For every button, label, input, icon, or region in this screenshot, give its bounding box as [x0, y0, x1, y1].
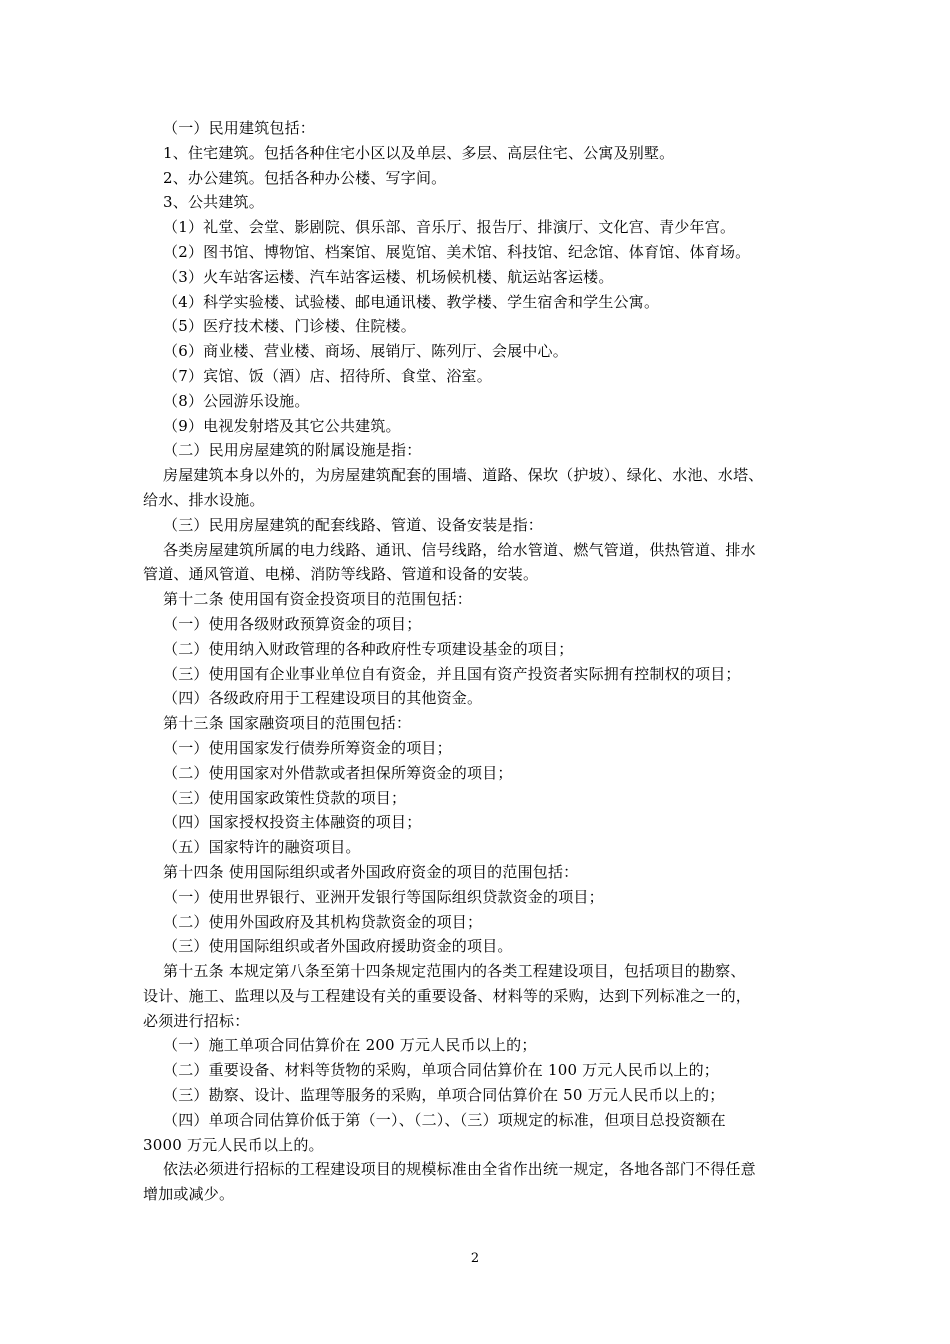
text-line: （9）电视发射塔及其它公共建筑。	[163, 416, 401, 435]
text-line: （一）使用各级财政预算资金的项目；	[163, 614, 422, 633]
text-line: （一）民用建筑包括：	[163, 119, 316, 137]
text-line: 第十三条 国家融资项目的范围包括：	[163, 714, 412, 733]
text-line: （三）民用房屋建筑的配套线路、管道、设备安装是指：	[163, 515, 544, 534]
text-line: 第十五条 本规定第八条至第十四条规定范围内的各类工程建设项目，包括项目的勘察、	[163, 962, 746, 981]
document-body	[0, 116, 950, 1207]
text-line: （一）施工单项合同估算价在 200 万元人民币以上的；	[163, 1036, 537, 1055]
text-line: （二）重要设备、材料等货物的采购，单项合同估算价在 100 万元人民币以上的；	[163, 1061, 719, 1080]
text-line: 各类房屋建筑所属的电力线路、通讯、信号线路，给水管道、燃气管道，供热管道、排水	[163, 540, 756, 559]
page-number: 2	[470, 1251, 480, 1266]
text-line: （8）公园游乐设施。	[163, 391, 310, 410]
text-line: 管道、通风管道、电梯、消防等线路、管道和设备的安装。	[143, 565, 539, 584]
text-line: 设计、施工、监理以及与工程建设有关的重要设备、材料等的采购，达到下列标准之一的，	[143, 986, 752, 1005]
text-line: （二）使用国家对外借款或者担保所筹资金的项目；	[163, 763, 513, 782]
text-line: 第十四条 使用国际组织或者外国政府资金的项目的范围包括：	[163, 862, 579, 881]
text-line: （一）使用国家发行债券所筹资金的项目；	[163, 738, 452, 757]
text-line: （6）商业楼、营业楼、商场、展销厅、陈列厅、会展中心。	[163, 342, 568, 361]
text-line: 必须进行招标：	[143, 1011, 250, 1030]
text-line: （5）医疗技术楼、门诊楼、住院楼。	[163, 317, 416, 336]
text-line: （4）科学实验楼、试验楼、邮电通讯楼、教学楼、学生宿舍和学生公寓。	[163, 292, 660, 311]
text-line: 1、住宅建筑。包括各种住宅小区以及单层、多层、高层住宅、公寓及别墅。	[163, 143, 675, 162]
text-line: 房屋建筑本身以外的，为房屋建筑配套的围墙、道路、保坎（护坡）、绿化、水池、水塔、	[163, 466, 764, 485]
text-line: 给水、排水设施。	[143, 490, 265, 509]
text-line: 依法必须进行招标的工程建设项目的规模标准由全省作出统一规定，各地各部门不得任意	[163, 1160, 756, 1179]
text-line: （三）勘察、设计、监理等服务的采购，单项合同估算价在 50 万元人民币以上的；	[163, 1086, 725, 1105]
text-line: 增加或减少。	[143, 1185, 235, 1204]
text-line: （二）使用外国政府及其机构贷款资金的项目；	[163, 912, 483, 931]
text-line: （三）使用国有企业事业单位自有资金，并且国有资产投资者实际拥有控制权的项目；	[163, 664, 741, 683]
text-line: （三）使用国家政策性贷款的项目；	[163, 788, 407, 807]
text-line: （2）图书馆、博物馆、档案馆、展览馆、美术馆、科技馆、纪念馆、体育馆、体育场。	[163, 242, 751, 261]
text-line: （五）国家特许的融资项目。	[163, 838, 361, 857]
text-line: （1）礼堂、会堂、影剧院、俱乐部、音乐厅、报告厅、排演厅、文化宫、青少年宫。	[163, 218, 736, 237]
text-line: （四）各级政府用于工程建设项目的其他资金。	[163, 689, 483, 708]
text-line: （7）宾馆、饭（酒）店、招待所、食堂、浴室。	[163, 366, 492, 385]
text-line: （一）使用世界银行、亚洲开发银行等国际组织贷款资金的项目；	[163, 887, 604, 906]
text-line: （四）单项合同估算价低于第（一）、（二）、（三）项规定的标准，但项目总投资额在	[163, 1110, 726, 1129]
text-line: 2、办公建筑。包括各种办公楼、写字间。	[163, 168, 447, 187]
text-line: 第十二条 使用国有资金投资项目的范围包括：	[163, 590, 472, 609]
text-line: （四）国家授权投资主体融资的项目；	[163, 813, 422, 832]
text-line: （二）民用房屋建筑的附属设施是指：	[163, 441, 422, 460]
text-line: （三）使用国际组织或者外国政府援助资金的项目。	[163, 937, 513, 956]
text-line: （3）火车站客运楼、汽车站客运楼、机场候机楼、航运站客运楼。	[163, 267, 614, 286]
text-line: （二）使用纳入财政管理的各种政府性专项建设基金的项目；	[163, 639, 574, 658]
text-line: 3000 万元人民币以上的。	[143, 1135, 324, 1154]
text-line: 3、公共建筑。	[163, 193, 264, 212]
